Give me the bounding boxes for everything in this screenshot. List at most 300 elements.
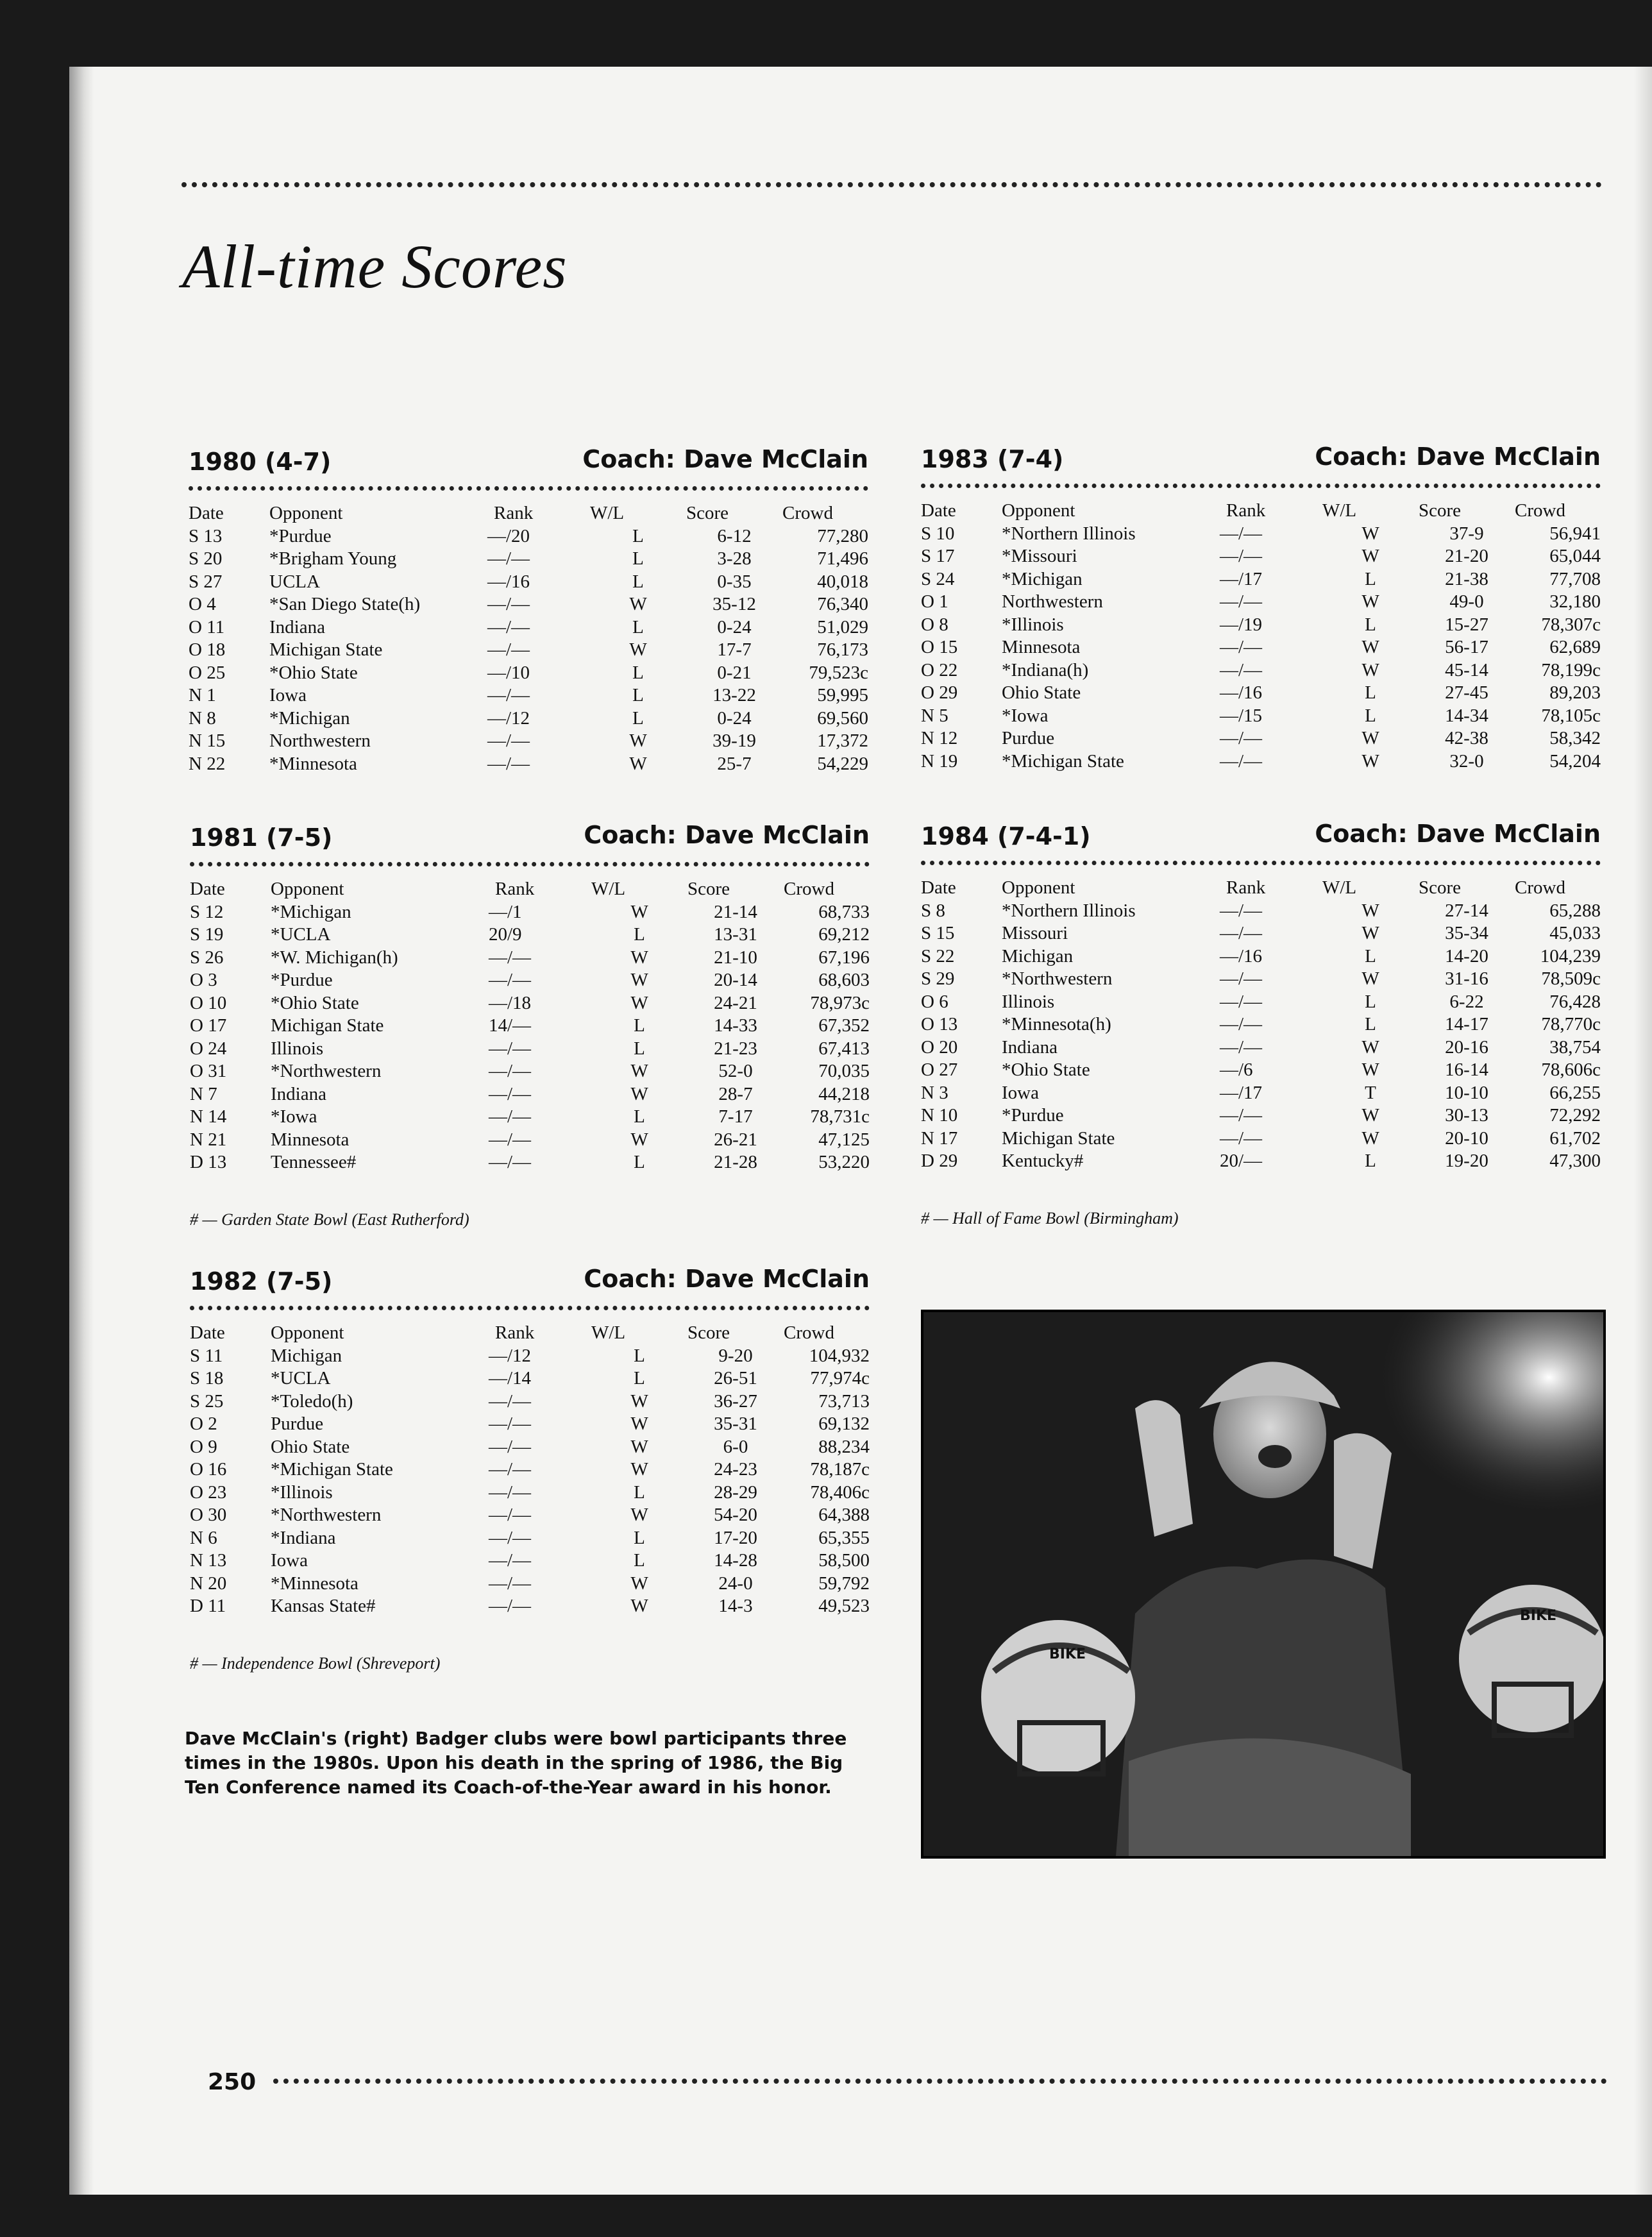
table-row [921,1104,1601,1127]
column-header-wl: W/L [1322,877,1357,898]
cell-rank: —/16 [487,571,530,592]
page-number: 250 [208,2069,257,2095]
column-header-date: Date [190,879,225,899]
cell-opponent: *Michigan State [1002,750,1124,772]
cell-rank: —/— [1220,1014,1263,1034]
table-row [921,523,1601,546]
table-row [921,682,1601,705]
cell-date: O 27 [921,1059,958,1080]
cell-score: 56-17 [1445,637,1488,657]
table-row [190,1436,870,1459]
table-header-row [921,500,1601,523]
cell-date: O 10 [190,992,227,1013]
cell-rank: —/15 [1220,705,1263,726]
top-dotted-rule [181,182,1602,187]
table-row [921,636,1601,659]
column-header-opponent: Opponent [271,1322,344,1343]
cell-opponent: Illinois [1002,991,1055,1012]
table-row [190,1367,870,1390]
cell-opponent: Illinois [271,1038,324,1059]
cell-crowd: 89,203 [1549,682,1601,703]
cell-crowd: 17,372 [817,730,868,751]
cell-date: S 20 [189,548,223,569]
cell-score: 42-38 [1445,728,1488,748]
table-header-row [921,877,1601,900]
cell-score: 9-20 [718,1345,753,1366]
cell-crowd: 78,973c [810,992,870,1013]
cell-crowd: 53,220 [818,1152,870,1172]
table-row [190,969,870,992]
cell-opponent: *UCLA [271,1368,331,1389]
cell-crowd: 45,033 [1549,923,1601,943]
season-coach: Coach: Dave McClain [1315,820,1601,848]
cell-date: S 10 [921,523,955,544]
cell-opponent: *Purdue [1002,1105,1064,1126]
cell-date: N 7 [190,1083,217,1104]
cell-score: 54-20 [714,1505,757,1525]
cell-crowd: 72,292 [1549,1105,1601,1126]
cell-opponent: *Northern Illinois [1002,523,1136,544]
cell-date: O 11 [189,616,225,637]
cell-opponent: *Michigan [269,707,350,729]
cell-rank: —/— [489,1527,532,1548]
cell-wl: W [1361,1127,1379,1149]
cell-rank: —/— [489,1414,532,1434]
cell-rank: —/— [487,548,530,569]
cell-score: 35-34 [1445,923,1488,943]
column-header-opponent: Opponent [269,503,343,523]
cell-rank: —/— [489,1038,532,1059]
column-header-score: Score [687,879,730,899]
photo-caption: Dave McClain's (right) Badger clubs were bowl participants three times in the 1980s. Upon his death in the spring of 1986, the Big Ten Conference named its Coach-of-the-Year award in his honor. [185,1728,847,1798]
cell-date: N 3 [921,1082,948,1103]
cell-rank: —/6 [1220,1059,1253,1080]
cell-opponent: Iowa [1002,1082,1039,1103]
cell-score: 0-24 [717,616,752,637]
cell-crowd: 77,280 [817,525,868,546]
cell-opponent: Michigan State [269,639,383,660]
column-header-date: Date [921,500,956,521]
cell-opponent: Michigan State [271,1015,384,1036]
cell-date: O 6 [921,991,948,1012]
cell-crowd: 47,125 [818,1129,870,1150]
table-row [189,662,868,685]
cell-opponent: *Indiana(h) [1002,659,1089,680]
column-header-score: Score [1419,877,1462,898]
schedule-table [190,878,870,1174]
cell-wl: W [629,753,647,774]
table-row [190,1504,870,1527]
cell-wl: L [1365,945,1376,967]
cell-crowd: 104,239 [1540,945,1601,967]
table-row [190,947,870,970]
cell-crowd: 65,044 [1549,546,1601,566]
cell-crowd: 78,187c [810,1459,870,1480]
cell-date: O 22 [921,659,958,680]
column-header-date: Date [190,1322,225,1343]
cell-crowd: 32,180 [1549,591,1601,612]
column-header-date: Date [189,503,224,523]
cell-date: O 18 [189,639,226,660]
table-row [921,991,1601,1014]
cell-score: 14-34 [1445,705,1488,726]
column-header-crowd: Crowd [1515,877,1565,898]
cell-wl: L [634,1015,645,1036]
page-title: All-time Scores [182,232,568,301]
cell-rank: —/— [489,1390,532,1412]
cell-score: 37-9 [1449,523,1484,544]
cell-score: 49-0 [1449,591,1484,612]
cell-date: N 13 [190,1550,227,1571]
cell-date: S 27 [189,571,223,592]
cell-score: 36-27 [714,1390,757,1412]
cell-wl: W [630,1596,648,1616]
cell-opponent: Iowa [269,685,307,705]
cell-date: N 1 [189,685,216,705]
cell-date: S 26 [190,947,224,968]
cell-crowd: 66,255 [1549,1082,1601,1103]
cell-opponent: Tennessee# [271,1152,357,1172]
cell-wl: L [1365,614,1376,635]
cell-score: 21-20 [1445,546,1488,566]
cell-wl: W [1361,1105,1379,1126]
cell-score: 20-10 [1445,1127,1488,1149]
table-row [189,684,868,707]
cell-crowd: 44,218 [818,1083,870,1104]
helmet-text-left: BIKE [1049,1646,1086,1662]
season-record: 1982 (7-5) [190,1267,333,1296]
cell-crowd: 78,606c [1541,1059,1601,1080]
cell-opponent: Minnesota [271,1129,350,1150]
cell-crowd: 78,770c [1541,1014,1601,1034]
cell-wl: W [629,639,647,660]
cell-date: O 16 [190,1459,227,1480]
cell-score: 10-10 [1445,1082,1488,1103]
season-header [921,815,1601,857]
cell-date: N 5 [921,705,948,726]
cell-date: S 22 [921,945,955,967]
cell-wl: L [634,924,645,945]
cell-opponent: *Ohio State [271,992,359,1013]
table-row [190,924,870,947]
cell-crowd: 38,754 [1549,1036,1601,1058]
table-row [190,1151,870,1174]
cell-wl: W [630,1390,648,1412]
cell-rank: —/12 [489,1345,532,1366]
cell-wl: W [630,1061,648,1081]
cell-score: 20-14 [714,970,757,990]
cell-date: O 9 [190,1436,217,1457]
cell-crowd: 49,523 [818,1596,870,1616]
cell-rank: —/— [1220,1036,1263,1058]
cell-score: 21-28 [714,1152,757,1172]
cell-rank: —/— [489,1596,532,1616]
table-row [190,1595,870,1618]
cell-score: 26-51 [714,1368,757,1389]
cell-opponent: Indiana [1002,1036,1058,1058]
season-1981 [190,816,870,1229]
cell-date: S 11 [190,1345,223,1366]
helmet-text-right: BIKE [1520,1608,1557,1624]
cell-wl: L [634,1527,645,1548]
season-header [190,1260,870,1302]
cell-rank: —/16 [1220,945,1263,967]
season-record: 1984 (7-4-1) [921,822,1091,850]
cell-rank: —/— [489,1481,532,1503]
cell-rank: —/— [489,1129,532,1150]
cell-rank: —/17 [1220,1082,1263,1103]
cell-rank: —/18 [489,992,532,1013]
cell-date: O 3 [190,970,217,990]
cell-score: 30-13 [1445,1105,1488,1126]
cell-opponent: *Michigan [1002,568,1083,589]
cell-crowd: 62,689 [1549,637,1601,657]
cell-rank: —/— [487,730,530,751]
season-coach: Coach: Dave McClain [1315,443,1601,471]
cell-wl: L [634,1368,645,1389]
table-row [190,1573,870,1596]
table-header-row [190,1322,870,1345]
column-header-score: Score [687,1322,730,1343]
column-header-rank: Rank [495,1322,535,1343]
season-record: 1980 (4-7) [189,448,332,476]
column-header-wl: W/L [590,503,625,523]
cell-date: O 8 [921,614,948,635]
cell-wl: L [634,1038,645,1059]
table-row [190,992,870,1015]
cell-wl: L [1365,705,1376,726]
cell-crowd: 69,132 [818,1414,870,1434]
cell-date: D 29 [921,1151,958,1171]
cell-date: S 29 [921,968,955,989]
cell-rank: 20/— [1220,1151,1263,1171]
table-header-row [189,502,868,525]
cell-wl: L [1365,1014,1376,1034]
cell-score: 28-7 [718,1083,753,1104]
cell-crowd: 78,307c [1541,614,1601,635]
cell-date: N 12 [921,728,958,748]
cell-score: 14-28 [714,1550,757,1571]
cell-date: O 1 [921,591,948,612]
cell-rank: —/— [487,685,530,705]
cell-opponent: *Northern Illinois [1002,900,1136,921]
cell-date: O 4 [189,594,216,614]
table-row [921,705,1601,728]
column-header-crowd: Crowd [784,1322,834,1343]
cell-opponent: *Michigan State [271,1459,393,1480]
column-header-crowd: Crowd [782,503,833,523]
cell-score: 21-14 [714,901,757,922]
cell-wl: W [630,947,648,968]
cell-crowd: 71,496 [817,548,868,569]
cell-score: 45-14 [1445,659,1488,680]
cell-wl: L [632,548,644,569]
cell-wl: L [632,571,644,592]
schedule-table [921,500,1601,773]
season-header [190,816,870,858]
cell-score: 21-10 [714,947,757,968]
cell-score: 14-20 [1445,945,1488,967]
cell-wl: W [1361,546,1379,566]
cell-opponent: Indiana [271,1083,326,1104]
column-header-opponent: Opponent [271,879,344,899]
cell-opponent: *Ohio State [1002,1059,1090,1080]
table-row [921,900,1601,923]
cell-crowd: 67,413 [818,1038,870,1059]
cell-rank: —/— [1220,637,1263,657]
cell-crowd: 76,340 [817,594,868,614]
cell-opponent: *Purdue [269,525,332,546]
cell-crowd: 58,500 [818,1550,870,1571]
cell-wl: W [630,1505,648,1525]
cell-opponent: *Minnesota(h) [1002,1014,1111,1034]
table-row [190,1481,870,1505]
cell-opponent: *Toledo(h) [271,1390,353,1412]
page [69,67,1652,2195]
cell-score: 0-21 [717,662,752,683]
cell-crowd: 65,355 [818,1527,870,1548]
cell-rank: 20/9 [489,924,522,945]
cell-wl: W [630,1083,648,1104]
season-coach: Coach: Dave McClain [584,821,870,849]
cell-opponent: *Illinois [271,1481,333,1503]
cell-score: 25-7 [717,753,752,774]
cell-score: 14-17 [1445,1014,1488,1034]
cell-wl: W [1361,591,1379,612]
cell-score: 26-21 [714,1129,757,1150]
cell-score: 28-29 [714,1481,757,1503]
cell-wl: W [630,1573,648,1594]
cell-opponent: *UCLA [271,924,331,945]
cell-date: O 30 [190,1505,227,1525]
table-row [921,591,1601,614]
cell-opponent: Kentucky# [1002,1151,1084,1171]
cell-score: 6-22 [1449,991,1484,1012]
cell-wl: T [1365,1082,1376,1103]
cell-date: S 8 [921,900,945,921]
cell-crowd: 65,288 [1549,900,1601,921]
cell-date: N 19 [921,750,958,772]
cell-opponent: *Northwestern [1002,968,1113,989]
cell-rank: —/— [1220,991,1263,1012]
table-row [189,707,868,730]
cell-wl: L [1365,1151,1376,1171]
cell-score: 17-20 [714,1527,757,1548]
table-row [189,730,868,753]
cell-date: N 17 [921,1127,958,1149]
cell-opponent: Kansas State# [271,1596,376,1616]
season-dotted-rule [921,861,1601,865]
cell-crowd: 78,199c [1541,659,1601,680]
table-row [189,616,868,639]
cell-wl: L [634,1550,645,1571]
cell-rank: —/17 [1220,568,1263,589]
bowl-footnote: # — Garden State Bowl (East Rutherford) [190,1210,469,1229]
cell-opponent: Northwestern [1002,591,1103,612]
column-header-crowd: Crowd [1515,500,1565,521]
cell-opponent: *Illinois [1002,614,1064,635]
cell-opponent: *W. Michigan(h) [271,947,398,968]
cell-rank: —/— [489,1061,532,1081]
cell-wl: W [630,1129,648,1150]
cell-score: 21-23 [714,1038,757,1059]
cell-opponent: *Ohio State [269,662,358,683]
cell-date: N 22 [189,753,226,774]
cell-rank: —/10 [487,662,530,683]
cell-score: 13-31 [714,924,757,945]
cell-score: 39-19 [712,730,756,751]
cell-crowd: 67,352 [818,1015,870,1036]
table-row [921,750,1601,773]
cell-score: 20-16 [1445,1036,1488,1058]
cell-opponent: Purdue [271,1414,324,1434]
cell-crowd: 76,428 [1549,991,1601,1012]
cell-crowd: 78,406c [810,1481,870,1503]
cell-crowd: 77,708 [1549,568,1601,589]
table-row [921,568,1601,591]
cell-wl: L [1365,991,1376,1012]
column-header-wl: W/L [591,1322,626,1343]
table-row [921,727,1601,750]
table-row [921,1036,1601,1059]
table-row [189,525,868,548]
table-row [190,1129,870,1152]
cell-opponent: Michigan State [1002,1127,1115,1149]
cell-crowd: 56,941 [1549,523,1601,544]
cell-rank: —/1 [489,901,522,922]
table-row [190,1106,870,1129]
table-row [189,639,868,662]
cell-score: 0-24 [717,707,752,729]
cell-rank: —/— [1220,523,1263,544]
cell-wl: L [632,525,644,546]
table-row [190,1038,870,1061]
cell-date: O 29 [921,682,958,703]
season-coach: Coach: Dave McClain [582,445,868,473]
cell-wl: W [1361,728,1379,748]
table-row [921,922,1601,945]
cell-rank: —/— [1220,546,1263,566]
cell-opponent: UCLA [269,571,320,592]
cell-date: O 15 [921,637,958,657]
cell-opponent: Iowa [271,1550,308,1571]
cell-rank: —/12 [487,707,530,729]
cell-wl: W [1361,923,1379,943]
cell-date: S 17 [921,546,955,566]
cell-opponent: *San Diego State(h) [269,594,421,614]
cell-rank: 14/— [489,1015,532,1036]
cell-score: 16-14 [1445,1059,1488,1080]
cell-date: S 19 [190,924,224,945]
cell-wl: L [632,616,644,637]
table-row [189,593,868,616]
cell-wl: W [630,901,648,922]
column-header-rank: Rank [1226,500,1266,521]
cell-opponent: Northwestern [269,730,371,751]
table-row [921,1150,1601,1173]
cell-date: N 15 [189,730,226,751]
cell-crowd: 69,212 [818,924,870,945]
bowl-footnote: # — Independence Bowl (Shreveport) [190,1653,441,1673]
cell-rank: —/— [1220,900,1263,921]
table-row [190,1413,870,1436]
cell-score: 14-3 [718,1596,753,1616]
table-row [921,1059,1601,1082]
cell-crowd: 79,523c [809,662,868,683]
table-row [190,1060,870,1083]
column-header-wl: W/L [591,879,626,899]
coach-celebration-photo [921,1310,1606,1859]
